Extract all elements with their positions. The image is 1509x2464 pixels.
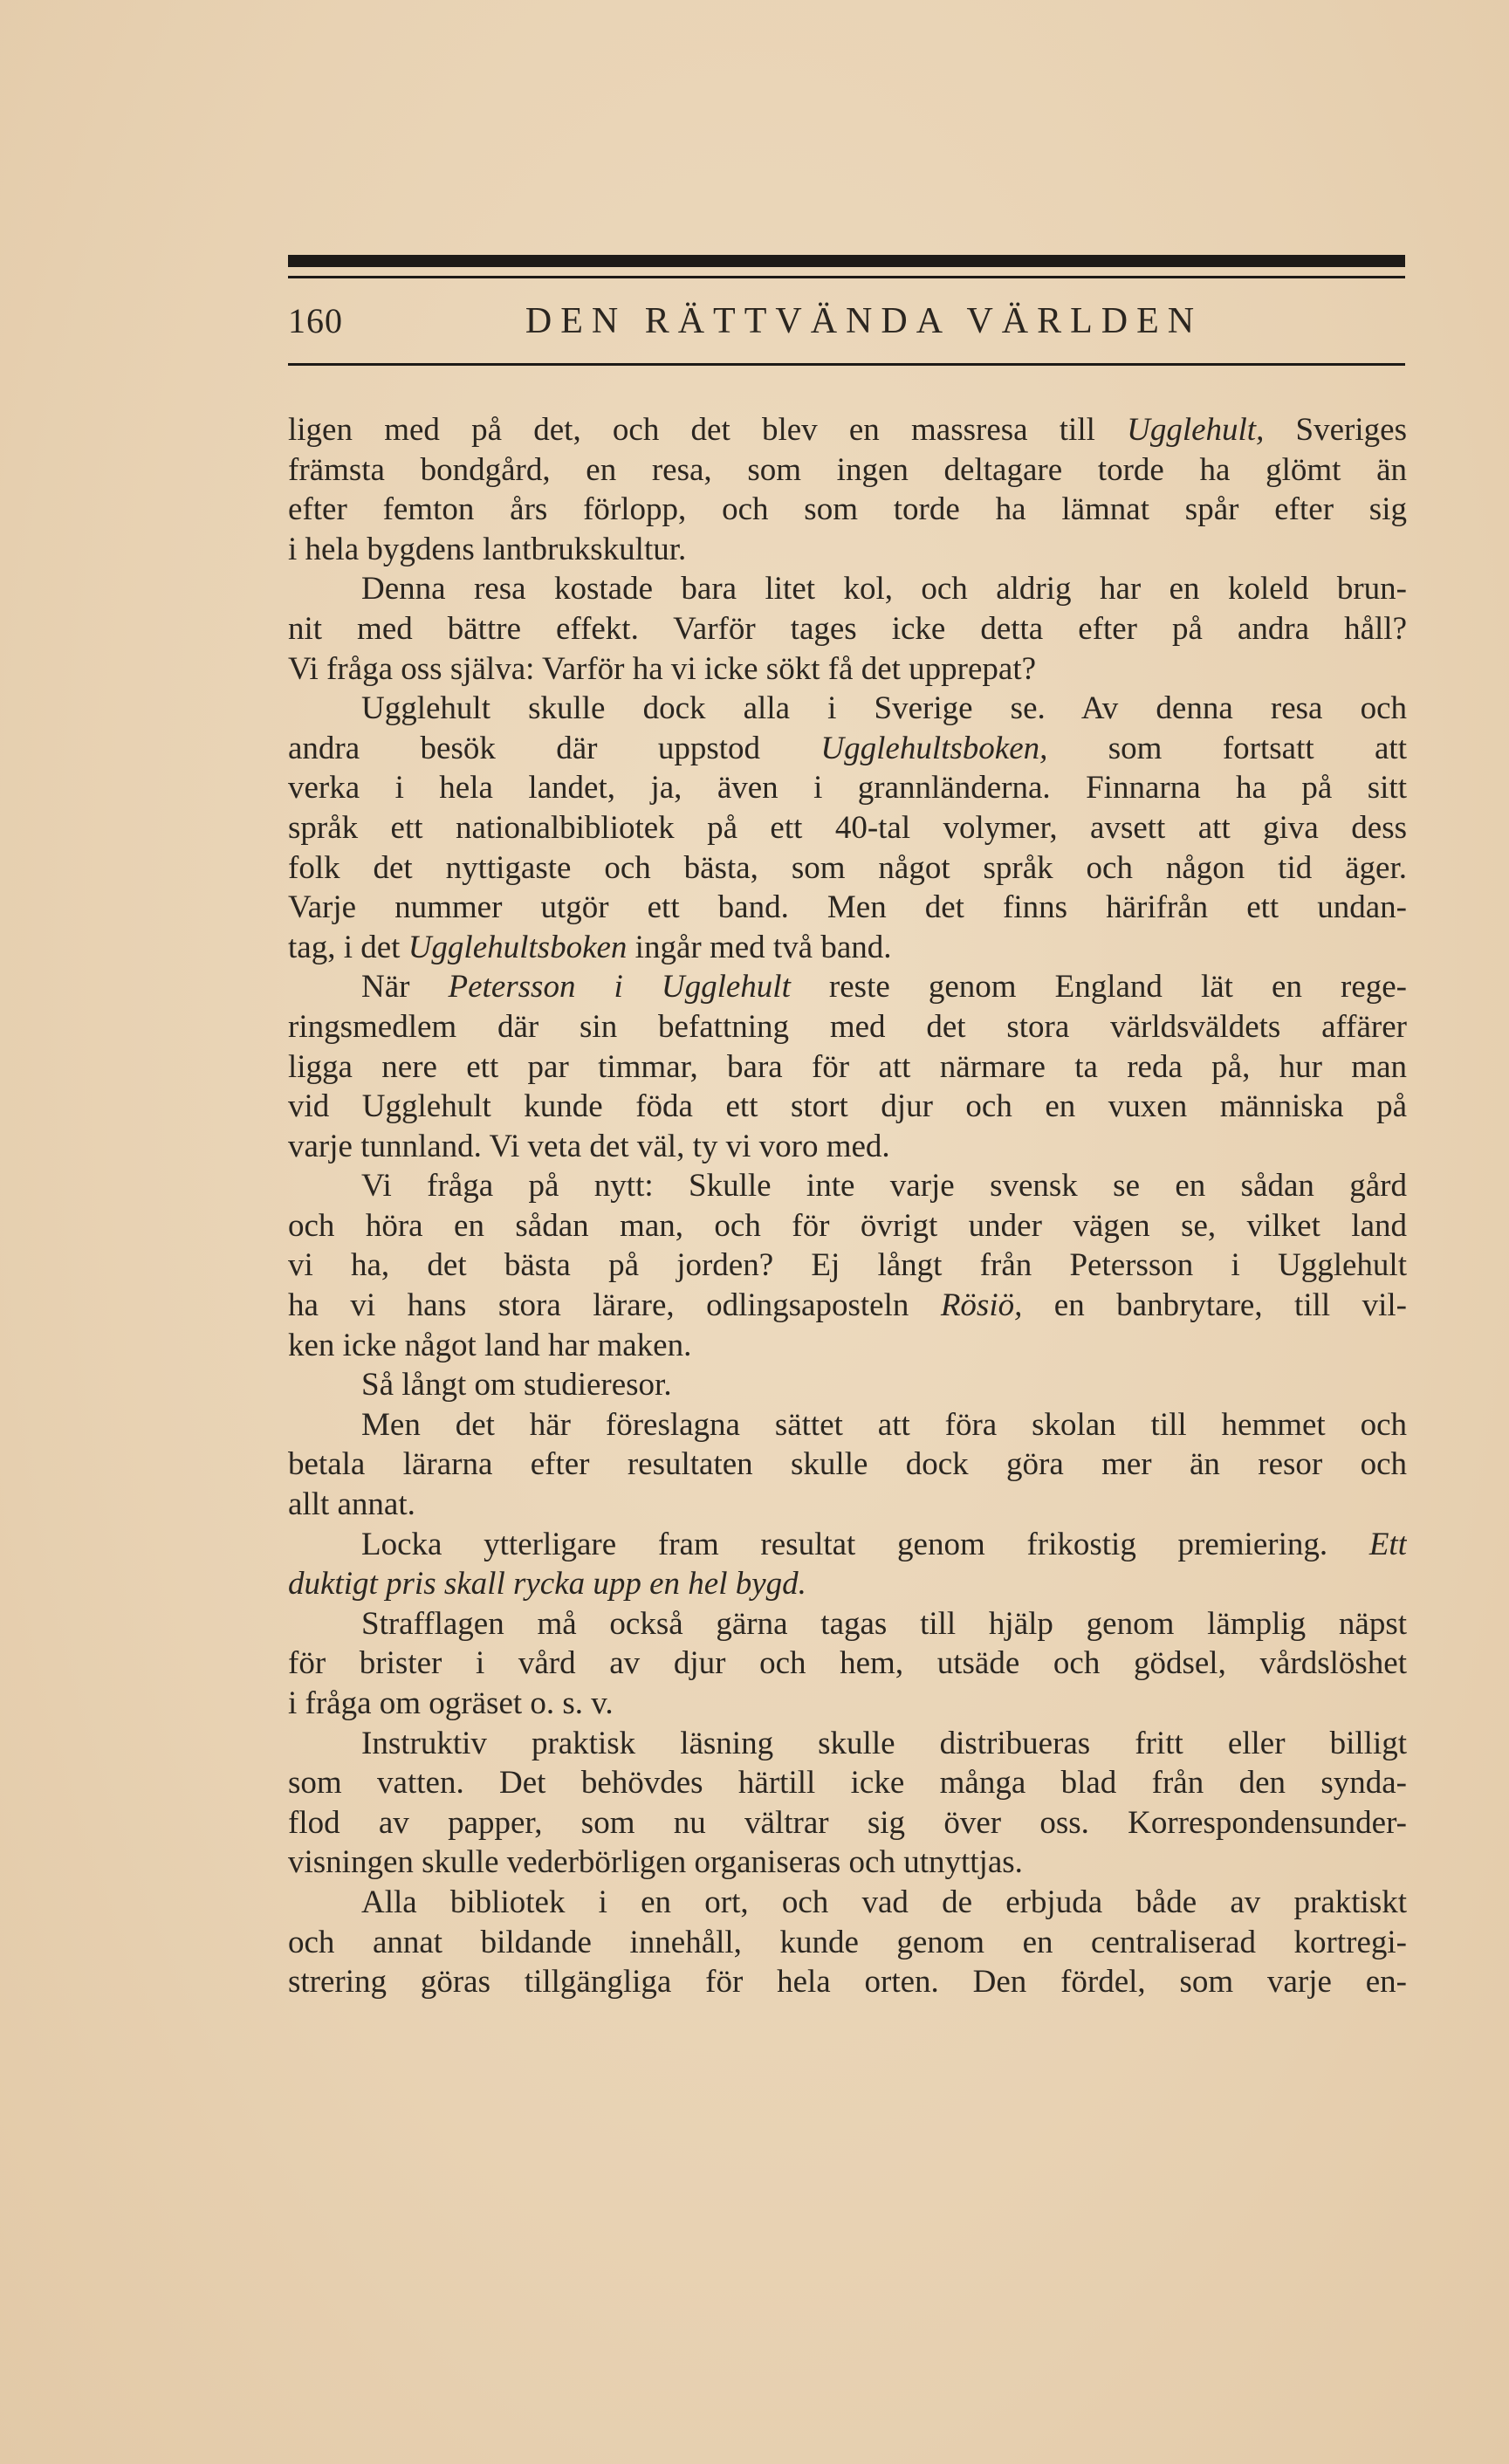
text-line: andra besök där uppstod Ugglehultsboken, som fortsatt att <box>288 730 1407 766</box>
top-rule-thin <box>288 276 1405 278</box>
text-line: Vi fråga oss själva: Varför ha vi icke sökt få det upprepat? <box>288 650 1037 687</box>
text-line: Locka ytterligare fram resultat genom frikostig premiering. Ett <box>361 1526 1407 1562</box>
text-line: varje tunnland. Vi veta det väl, ty vi voro med. <box>288 1128 890 1164</box>
text-line: språk ett nationalbibliotek på ett 40-tal volymer, avsett att giva dess <box>288 809 1407 846</box>
text-line: allt annat. <box>288 1486 415 1523</box>
text-line: Varje nummer utgör ett band. Men det finns härifrån ett undan- <box>288 889 1407 926</box>
text-line: När Petersson i Ugglehult reste genom England lät en rege- <box>361 969 1407 1006</box>
text-line: vi ha, det bästa på jorden? Ej långt från Petersson i Ugglehult <box>288 1247 1407 1284</box>
text-line: flod av papper, som nu vältrar sig över oss. Korrespondensunder- <box>288 1804 1407 1841</box>
text-line: Denna resa kostade bara litet kol, och aldrig har en koleld brun- <box>361 571 1407 607</box>
text-line: ligen med på det, och det blev en massresa till Ugglehult, Sveriges <box>288 412 1407 448</box>
running-head: DEN RÄTTVÄNDA VÄRLDEN <box>525 301 1204 341</box>
text-line: ken icke något land har maken. <box>288 1327 692 1363</box>
text-line: Men det här föreslagna sättet att föra skolan till hemmet och <box>361 1406 1407 1443</box>
text-line: verka i hela landet, ja, även i grannländerna. Finnarna ha på sitt <box>288 770 1407 806</box>
text-line: ringsmedlem där sin befattning med det stora världsväldets affärer <box>288 1008 1407 1045</box>
text-line: duktigt pris skall rycka upp en hel bygd. <box>288 1566 806 1603</box>
text-line: ligga nere ett par timmar, bara för att närmare ta reda på, hur man <box>288 1048 1407 1085</box>
text-line: och höra en sådan man, och för övrigt under vägen se, vilket land <box>288 1207 1407 1244</box>
text-line: tag, i det Ugglehultsboken ingår med två band. <box>288 929 892 965</box>
text-line: nit med bättre effekt. Varför tages icke detta efter på andra håll? <box>288 610 1407 647</box>
text-line: vid Ugglehult kunde föda ett stort djur och en vuxen människa på <box>288 1088 1407 1125</box>
header-rule <box>288 363 1405 366</box>
text-line: ha vi hans stora lärare, odlingsaposteln Rösiö, en banbrytare, till vil- <box>288 1287 1407 1324</box>
text-line: Strafflagen må också gärna tagas till hjälp genom lämplig näpst <box>361 1605 1407 1642</box>
text-line: som vatten. Det behövdes härtill icke många blad från den synda- <box>288 1765 1407 1802</box>
text-line: Vi fråga på nytt: Skulle inte varje svensk se en sådan gård <box>361 1168 1407 1205</box>
text-line: Ugglehult skulle dock alla i Sverige se. Av denna resa och <box>361 690 1407 727</box>
text-line: Instruktiv praktisk läsning skulle distribueras fritt eller billigt <box>361 1725 1407 1761</box>
text-line: efter femton års förlopp, och som torde ha lämnat spår efter sig <box>288 491 1407 528</box>
page-number: 160 <box>288 301 343 340</box>
text-line: i hela bygdens lantbrukskultur. <box>288 531 687 567</box>
text-line: betala lärarna efter resultaten skulle dock göra mer än resor och <box>288 1446 1407 1483</box>
text-line: folk det nyttigaste och bästa, som något språk och någon tid äger. <box>288 849 1407 886</box>
text-line: och annat bildande innehåll, kunde genom en centraliserad kortregi- <box>288 1924 1407 1960</box>
text-line: strering göras tillgängliga för hela orten. Den fördel, som varje en- <box>288 1964 1407 2001</box>
text-line: Så långt om studieresor. <box>361 1367 672 1404</box>
text-line: i fråga om ogräset o. s. v. <box>288 1685 614 1721</box>
body-text <box>288 410 1407 2002</box>
text-line: visningen skulle vederbörligen organiseras och utnyttjas. <box>288 1844 1023 1881</box>
text-line: för brister i vård av djur och hem, utsäde och gödsel, vårdslöshet <box>288 1645 1407 1682</box>
text-line: Alla bibliotek i en ort, och vad de erbjuda både av praktiskt <box>361 1884 1407 1920</box>
page-header <box>288 293 1405 354</box>
text-line: främsta bondgård, en resa, som ingen deltagare torde ha glömt än <box>288 451 1407 488</box>
top-rule-thick <box>288 255 1405 267</box>
